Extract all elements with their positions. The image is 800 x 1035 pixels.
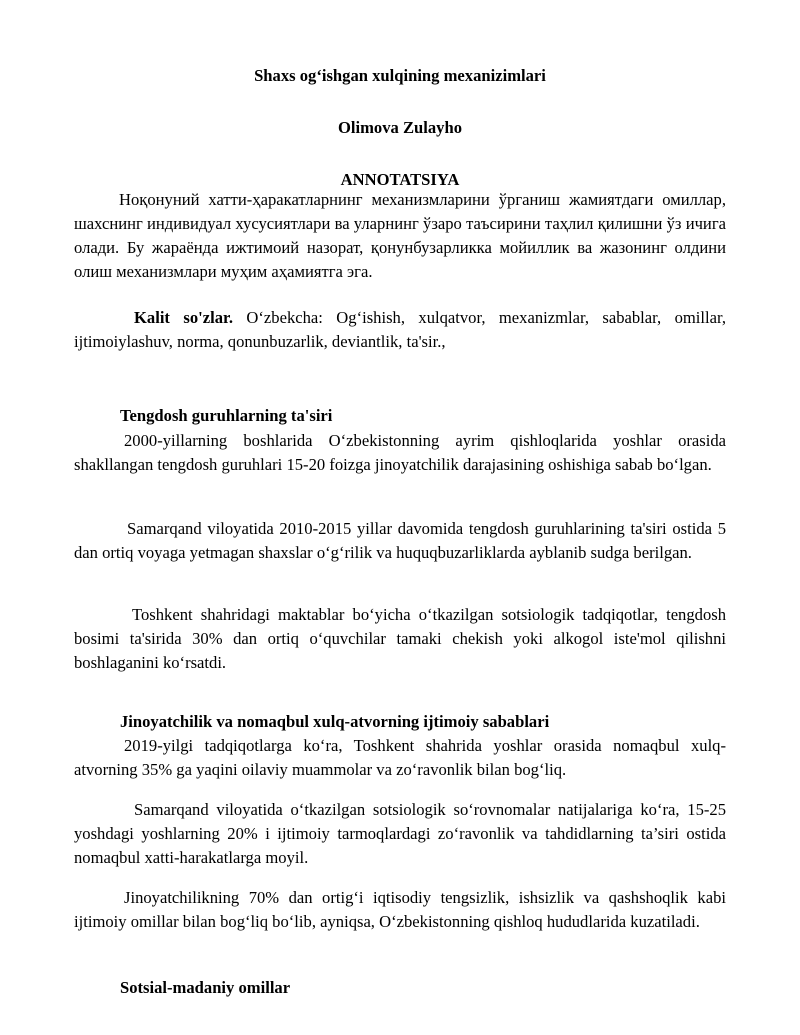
keywords-paragraph (74, 306, 726, 354)
section-paragraph: 2000-yillarning boshlarida O‘zbekistonning ayrim qishloqlarida yoshlar orasida shakllangan tengdosh guruhlari 15-20 foizga jinoyatchilik darajasining oshishiga sabab bo‘lgan. (74, 431, 726, 474)
section-paragraph: Samarqand viloyatida 2010-2015 yillar davomida tengdosh guruhlarining ta'siri ostida 5 dan ortiq voyaga yetmagan shaxslar o‘g‘rilik va huquqbuzarliklarda ayblanib sudga berilgan. (74, 519, 726, 562)
section-heading-peer-groups: Tengdosh guruhlarning ta'siri (120, 406, 333, 425)
keywords-text: O‘zbekcha: Og‘ishish, xulqatvor, mexanizmlar, sabablar, omillar, ijtimoiylashuv, norma, qonunbuzarlik, deviantlik, ta'sir., (74, 308, 726, 351)
section-heading-social-causes: Jinoyatchilik va nomaqbul xulq-atvorning ijtimoiy sabablari (120, 712, 550, 731)
annotation-paragraph: Ноқонуний хатти-ҳаракатларнинг механизмларини ўрганиш жамиятдаги омиллар, шахснинг индивидуал хусусиятлари ва уларнинг ўзаро таъсирини таҳлил қилишни ўз ичига олади. Бу жараёнда ижтимоий назорат, қонунбузарликка мойиллик ва жазонинг олдини олиш механизмлари муҳим аҳамиятга эга. (74, 190, 726, 281)
keywords-label: Kalit so'zlar. (134, 308, 233, 327)
document-title: Shaxs og‘ishgan xulqining mexanizimlari (254, 66, 546, 85)
section-paragraph: Samarqand viloyatida o‘tkazilgan sotsiologik so‘rovnomalar natijalariga ko‘ra, 15-25 yoshdagi yoshlarning 20% i ijtimoiy tarmoqlardagi zo‘ravonlik va tahdidlarning ta’siri ostida nomaqbul xatti-harakatlarga moyil. (74, 800, 726, 867)
annotation-heading: ANNOTATSIYA (340, 170, 460, 189)
section-heading-sociocultural: Sotsial-madaniy omillar (120, 978, 291, 997)
section-paragraph: Jinoyatchilikning 70% dan ortig‘i iqtisodiy tengsizlik, ishsizlik va qashshoqlik kabi ijtimoiy omillar bilan bog‘liq bo‘lib, ayniqsa, O‘zbekistonning qishloq hududlarida kuzatiladi. (74, 888, 726, 931)
section-paragraph: 2019-yilgi tadqiqotlarga ko‘ra, Toshkent shahrida yoshlar orasida nomaqbul xulq-atvorning 35% ga yaqini oilaviy muammolar va zo‘ravonlik bilan bog‘liq. (74, 736, 726, 779)
author-name: Olimova Zulayho (337, 118, 462, 137)
section-paragraph: Toshkent shahridagi maktablar bo‘yicha o‘tkazilgan sotsiologik tadqiqotlar, tengdosh bosimi ta'sirida 30% dan ortiq o‘quvchilar tamaki chekish yoki alkogol iste'mol qilishni boshlaganini ko‘rsatdi. (74, 605, 726, 672)
